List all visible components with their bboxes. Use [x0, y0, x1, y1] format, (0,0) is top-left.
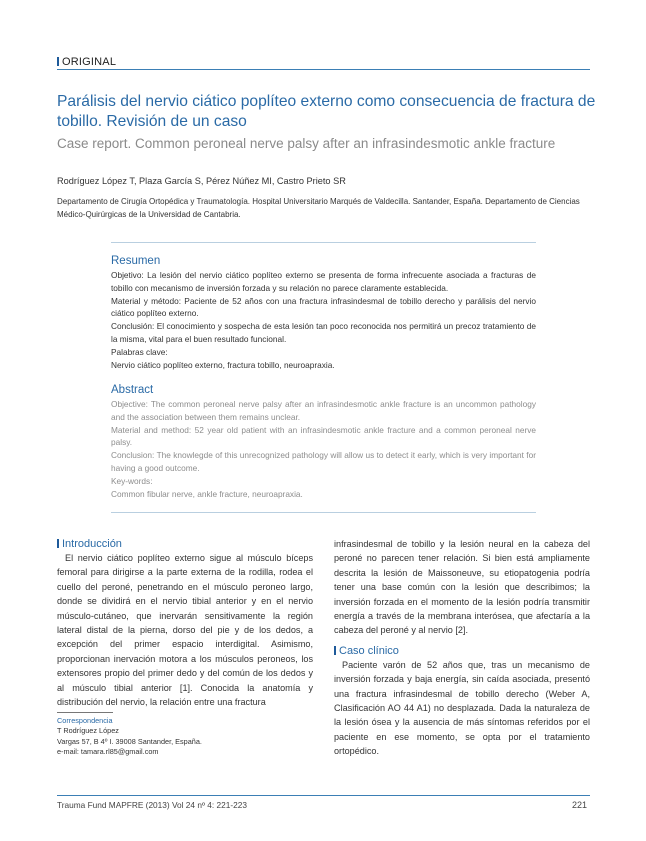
- article-subtitle: Case report. Common peroneal nerve palsy after an infrasindesmotic ankle fracture: [57, 136, 556, 151]
- header-rule: [57, 69, 590, 70]
- abstract-conclusion: Conclusion: The knowlegde of this unrecognized pathology will allow us to detect it early, which is very important for having a good outcome.: [111, 450, 536, 473]
- footer-rule: [57, 795, 590, 796]
- abstract-material: Material and method: 52 year old patient with an infrasindesmotic ankle fracture and a common peroneal nerve palsy.: [111, 424, 536, 448]
- resumen-keywords-label: Palabras clave:: [111, 346, 168, 357]
- heading-marker-icon: [334, 646, 336, 655]
- correspondence-address: Vargas 57, B 4º I. 39008 Santander, España.: [57, 736, 202, 746]
- resumen-material: Material y método: Paciente de 52 años con una fractura infrasindesmal de tobillo derecho y parálisis del nervio ciático poplíteo externo.: [111, 295, 536, 319]
- abstract-bottom-rule: [111, 512, 536, 513]
- resumen-heading: Resumen: [111, 255, 161, 267]
- heading-marker-icon: [57, 539, 59, 548]
- correspondence-email[interactable]: e-mail: tamara.rl85@gmail.com: [57, 747, 159, 757]
- case-heading: [334, 644, 590, 658]
- section-label: [57, 56, 590, 68]
- resumen-conclusion: Conclusión: El conocimiento y sospecha de esta lesión tan poco reconocida nos permitirá un precoz tratamiento de la misma, vital para el buen resultado funcional.: [111, 321, 536, 344]
- intro-heading: [57, 537, 313, 551]
- left-column: [57, 537, 313, 709]
- article-title: Parálisis del nervio ciático poplíteo externo como consecuencia de fractura de tobillo. Revisión de un caso: [57, 93, 596, 130]
- resumen-keywords: Nervio ciático poplíteo externo, fractura tobillo, neuroapraxia.: [111, 359, 335, 370]
- correspondence-label: Correspondencia: [57, 716, 113, 725]
- intro-heading-text: Introducción: [62, 538, 122, 550]
- correspondence-rule: [57, 712, 113, 713]
- intro-paragraph: El nervio ciático poplíteo externo sigue al músculo bíceps femoral para dirigirse a la parte externa de la rodilla, rodea el cuello del peroné, penetrando en el músculo peroneo largo, donde se dividirá en el nervio tibial anterior y en el nervio músculo-cutáneo, que inervarán sensitivamente la región lateral distal de la pierna, dorso del pie y de los dedos, a excepción del primer espacio interdigital. Asimismo, proporcionan inervación motora a los músculos peroneos, los extensores propio del primer dedo y del común de los dedos y al músculo tibial anterior [1]. Conocida la anatomía y distribución del nervio, la relación entre una fractura: [57, 553, 313, 708]
- case-heading-text: Caso clínico: [339, 644, 399, 657]
- section-label-text: ORIGINAL: [62, 56, 117, 68]
- correspondence: [57, 712, 317, 758]
- resumen-block: [111, 255, 536, 371]
- right-column: [334, 537, 590, 759]
- resumen-objetivo: Objetivo: La lesión del nervio ciático poplíteo externo se presenta de forma infrecuente asociada a fracturas de tobillo con mecanismo de inversión forzada y su relación no parece claramente establecida.: [111, 270, 536, 293]
- correspondence-name: T Rodríguez López: [57, 726, 119, 736]
- intro-paragraph-cont: infrasindesmal de tobillo y la lesión neural en la cabeza del peroné no parecen tener relación. Si bien está ampliamente descrita la lesión de Maissoneuve, su etiopatogenia podría tener una base común con la lesión que describimos; la inversión forzada en el momento de la lesión podría transmitir energía a través de la membrana interósea, que afectaría a la cabeza del peroné y al nervio [2].: [334, 539, 590, 636]
- case-paragraph: Paciente varón de 52 años que, tras un mecanismo de inversión forzada y baja energía, sin caída asociada, presentó una fractura infrasindesmal de tobillo derecho (Weber A, Clasificación AO 44 A1) no desplazada. Dada la naturaleza de la lesión ósea y la ausencia de más síntomas referidos por el paciente en ese momento, se opta por el tratamiento ortopédico.: [334, 659, 590, 757]
- abstract-top-rule: [111, 242, 536, 243]
- page-number: 221: [572, 800, 588, 810]
- section-marker-icon: [57, 57, 59, 66]
- abstract-keywords-label: Key-words:: [111, 475, 153, 486]
- journal-citation: Trauma Fund MAPFRE (2013) Vol 24 nº 4: 221-223: [57, 800, 247, 810]
- authors: Rodríguez López T, Plaza García S, Pérez Núñez MI, Castro Prieto SR: [57, 176, 346, 186]
- abstract-objective: Objective: The common peroneal nerve palsy after an infrasindesmotic ankle fracture is an uncommon pathology and the association between them remains unclear.: [111, 399, 536, 422]
- affiliation: Departamento de Cirugía Ortopédica y Traumatología. Hospital Universitario Marqués de Valdecilla. Santander, España. Departamento de Ciencias Médico-Quirúrgicas de la Universidad de Cantabria.: [57, 197, 580, 219]
- abstract-heading: Abstract: [111, 384, 154, 396]
- abstract-block: [111, 384, 536, 500]
- abstract-keywords: Common fibular nerve, ankle fracture, neuroapraxia.: [111, 488, 303, 499]
